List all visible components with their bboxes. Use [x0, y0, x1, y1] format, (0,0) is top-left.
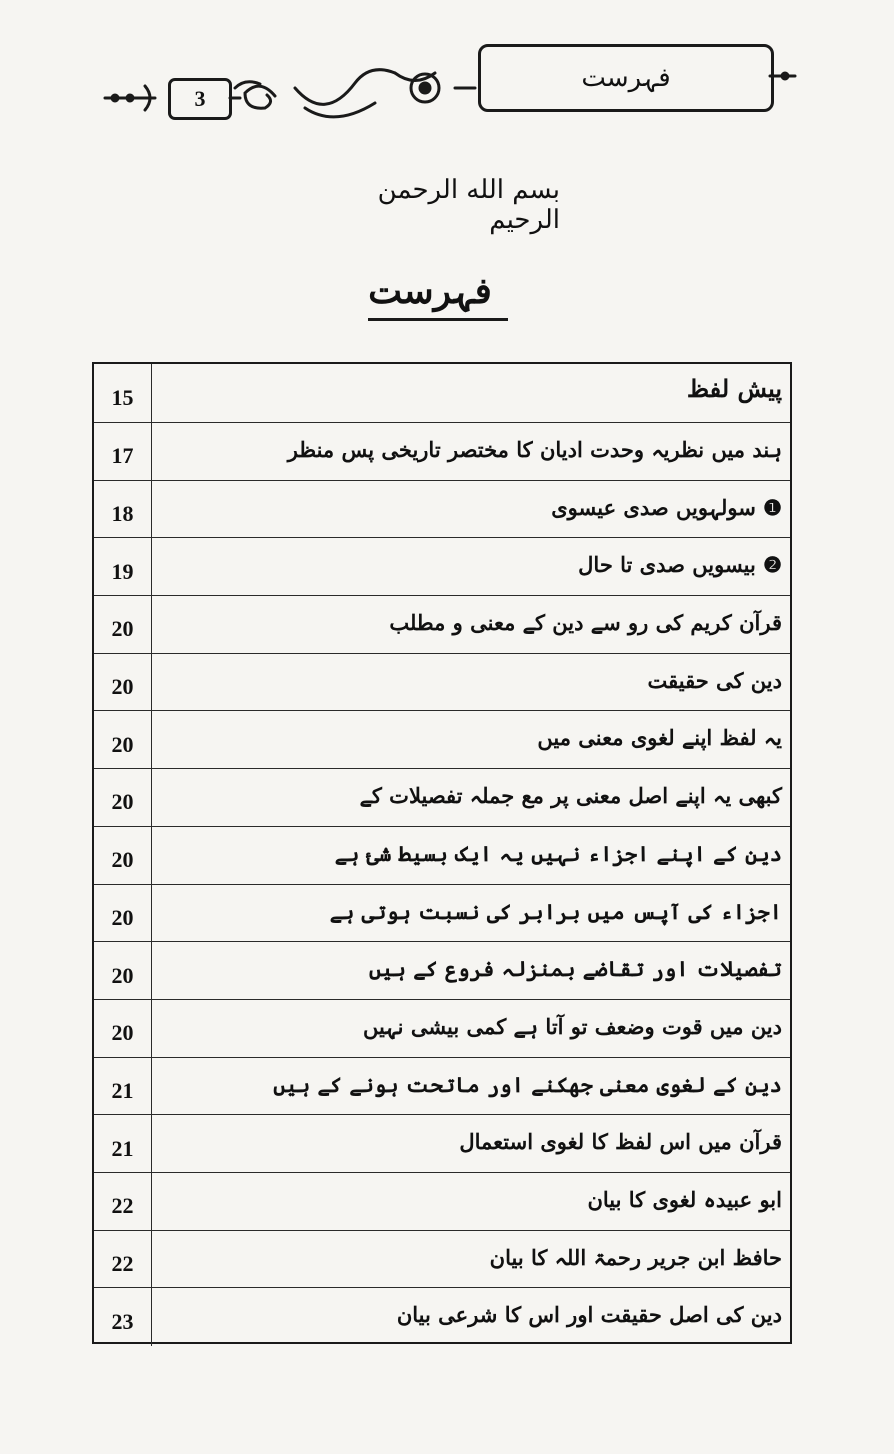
toc-entry-title: کبھی یہ اپنے اصل معنی پر مع جملہ تفصیلات کے	[359, 783, 782, 809]
toc-entry-page: 18	[94, 481, 152, 538]
toc-row	[94, 481, 790, 539]
page-number: 3	[168, 78, 232, 120]
toc-entry-title: اجزاء کی آپس میں برابر کی نسبت ہوتی ہے	[329, 898, 782, 924]
toc-entry-title: ابو عبیدہ لغوی کا بیان	[587, 1186, 782, 1212]
toc-row	[94, 769, 790, 827]
toc-row	[94, 1115, 790, 1173]
toc-entry-page: 20	[94, 1000, 152, 1057]
title-underline	[368, 318, 508, 321]
toc-entry-title: تفصیلات اور تقاضے بمنزلہ فروع کے ہیں	[368, 956, 782, 982]
toc-entry-title: پیش لفظ	[686, 374, 782, 403]
toc-entry-page: 20	[94, 711, 152, 768]
toc-row	[94, 1288, 790, 1346]
toc-row	[94, 538, 790, 596]
toc-entry-page: 19	[94, 538, 152, 595]
header-title: فہرست	[478, 44, 774, 112]
toc-row	[94, 1058, 790, 1116]
toc-row	[94, 1173, 790, 1231]
toc-entry-page: 15	[94, 364, 152, 422]
toc-entry-title: ❶ سولہویں صدی عیسوی	[551, 494, 782, 520]
toc-entry-page: 23	[94, 1288, 152, 1346]
toc-entry-title: ہند میں نظریہ وحدت ادیان کا مختصر تاریخی پس منظر	[287, 437, 782, 462]
toc-entry-page: 21	[94, 1058, 152, 1115]
toc-entry-title: دین کی حقیقت	[647, 667, 782, 693]
toc-entry-title: حافظ ابن جریر رحمۃ اللہ کا بیان	[489, 1244, 782, 1270]
toc-entry-page: 22	[94, 1231, 152, 1288]
toc-entry-page: 20	[94, 885, 152, 942]
toc-entry-title: دین میں قوت وضعف تو آتا ہے کمی بیشی نہیں	[363, 1013, 782, 1039]
toc-row	[94, 654, 790, 712]
toc-entry-page: 22	[94, 1173, 152, 1230]
toc-row	[94, 885, 790, 943]
toc-row	[94, 1231, 790, 1289]
page-title: فہرست	[368, 270, 492, 312]
toc-entry-title: قرآن میں اس لفظ کا لغوی استعمال	[459, 1129, 782, 1155]
toc-entry-title: دین کے لغوی معنی جھکنے اور ماتحت ہونے کے ہیں	[273, 1071, 782, 1097]
toc-entry-page: 20	[94, 596, 152, 653]
toc-entry-page: 20	[94, 769, 152, 826]
toc-entry-title: قرآن کریم کی رو سے دین کے معنی و مطلب	[389, 610, 782, 636]
toc-entry-title: یہ لفظ اپنے لغوی معنی میں	[537, 725, 782, 751]
bismillah-calligraphy: بسم الله الرحمن الرحيم	[377, 175, 560, 235]
toc-entry-page: 20	[94, 942, 152, 999]
toc-entry-title: دین کے اپنے اجزاء نہیں یہ ایک بسیط شئ ہے	[334, 840, 782, 866]
toc-row	[94, 827, 790, 885]
toc-entry-title: دین کی اصل حقیقت اور اس کا شرعی بیان	[396, 1302, 782, 1328]
toc-entry-page: 20	[94, 827, 152, 884]
toc-row	[94, 711, 790, 769]
toc-row	[94, 942, 790, 1000]
toc-row	[94, 1000, 790, 1058]
page-header	[0, 0, 894, 140]
toc-entry-page: 17	[94, 423, 152, 480]
toc-row	[94, 364, 790, 423]
toc-row	[94, 423, 790, 481]
toc-row	[94, 596, 790, 654]
toc-entry-page: 20	[94, 654, 152, 711]
toc-entry-title: ❷ بیسویں صدی تا حال	[578, 552, 782, 578]
table-of-contents	[92, 362, 792, 1344]
toc-entry-page: 21	[94, 1115, 152, 1172]
